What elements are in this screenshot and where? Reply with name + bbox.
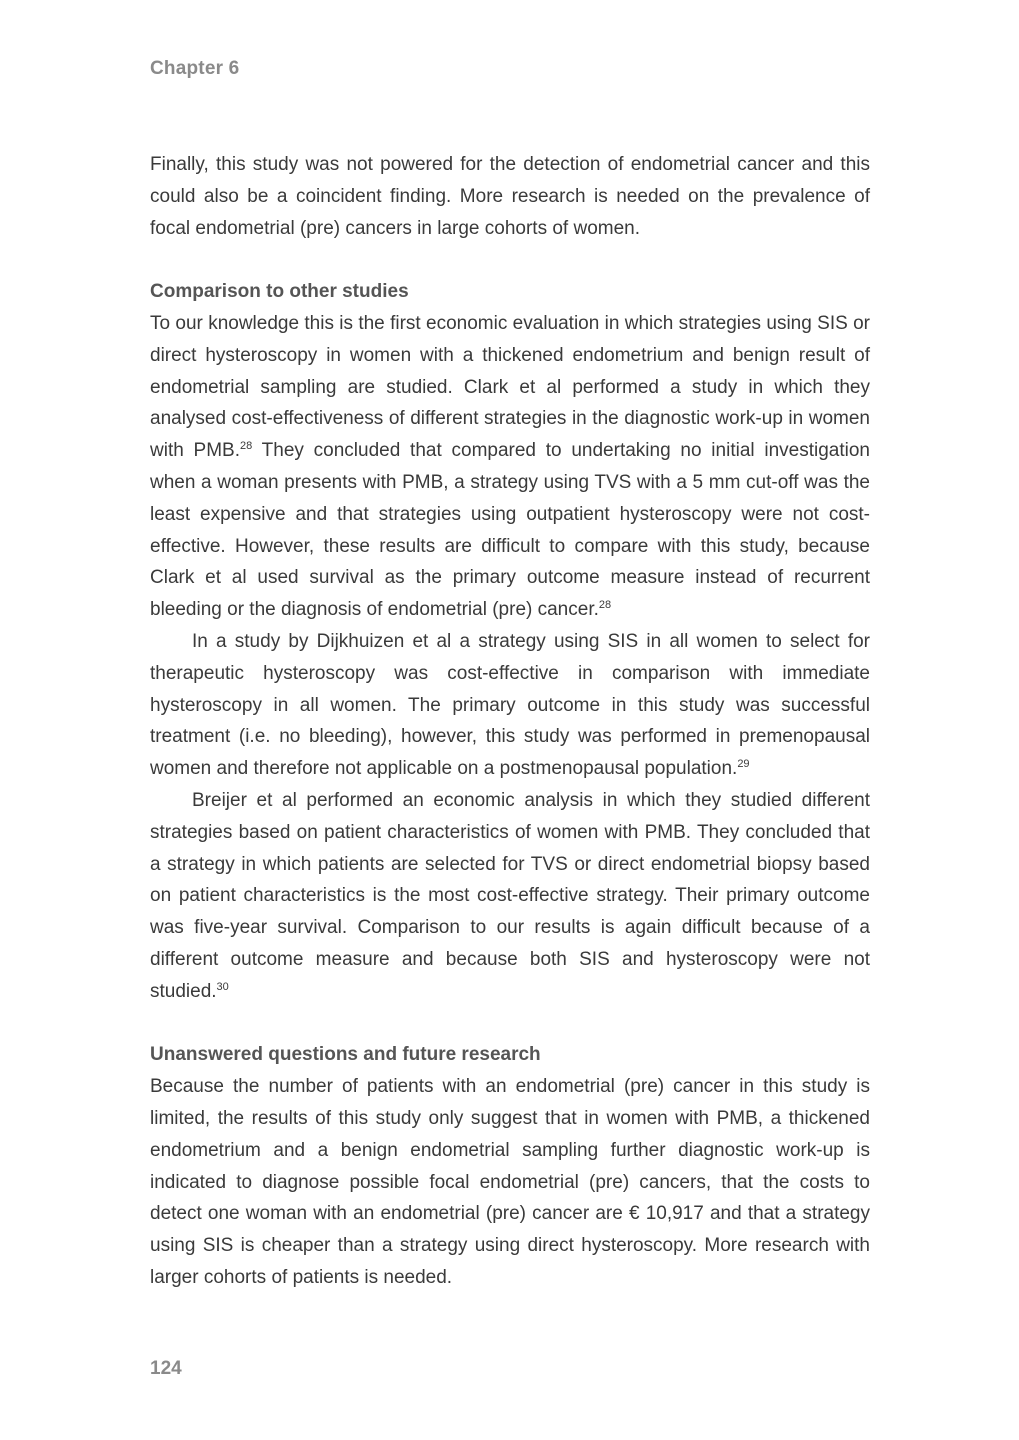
paragraph-text: They concluded that compared to undertaking no initial investigation when a woman presents with PMB, a strategy using TVS with a 5 mm cut-off was the least expensive and that strategies using outpatient hysteroscopy were not cost-effective. However, these results are difficult to compare with this study, because Clark et al used survival as the primary outcome measure instead of recurrent bleeding or the diagnosis of endometrial (pre) cancer. [150,440,870,621]
paragraph-text: To our knowledge this is the first economic evaluation in which strategies using SIS or direct hysteroscopy in women with a thickened endometrium and benign result of endometrial sampling are studied. Clark et al performed a study in which they analysed cost-effectiveness of different strategies in the diagnostic work-up in women with PMB. [150,312,870,462]
paragraph-text: Breijer et al performed an economic analysis in which they studied different strategies based on patient characteristics of women with PMB. They concluded that a strategy in which patients are selected for TVS or direct endometrial biopsy based on patient characteristics is the most cost-effective strategy. Their primary outcome was five-year survival. Comparison to our results is again difficult because of a different outcome measure and because both SIS and hysteroscopy were not studied. [150,789,870,1002]
running-head-chapter: Chapter 6 [150,58,240,79]
section-heading-future-research: Unanswered questions and future research [150,1044,541,1066]
paragraph-text: In a study by Dijkhuizen et al a strategy using SIS in all women to select for therapeutic hysteroscopy was cost-effective in comparison with immediate hysteroscopy in all women. The primary outcome in this study was successful treatment (i.e. no bleeding), however, this study was performed in premenopausal women and therefore not applicable on a postmenopausal population. [150,630,870,780]
page-body [150,149,870,1294]
paragraph-limitations: Finally, this study was not powered for the detection of endometrial cancer and this could also be a coincident finding. More research is needed on the prevalence of focal endometrial (pre) cancers in large cohorts of women. [150,154,870,239]
citation-ref: 28 [240,440,253,453]
section-gap [150,244,870,276]
section-heading-comparison: Comparison to other studies [150,281,409,303]
section-gap [150,1008,870,1040]
paragraph-comparison-breijer [150,785,870,1008]
paragraph-comparison-dijkhuizen [150,626,870,785]
paragraph-future-research: Because the number of patients with an endometrial (pre) cancer in this study is limited, the results of this study only suggest that in women with PMB, a thickened endometrium and a benign endometrial sampling further diagnostic work-up is indicated to diagnose possible focal endometrial (pre) cancers, that the costs to detect one woman with an endometrial (pre) cancer are € 10,917 and that a strategy using SIS is cheaper than a strategy using direct hysteroscopy. More research with larger cohorts of patients is needed. [150,1076,870,1288]
paragraph-comparison-clark [150,308,870,626]
citation-ref: 29 [737,758,750,771]
citation-ref: 28 [598,599,612,612]
citation-ref: 30 [216,980,229,993]
page-number: 124 [150,1358,182,1379]
